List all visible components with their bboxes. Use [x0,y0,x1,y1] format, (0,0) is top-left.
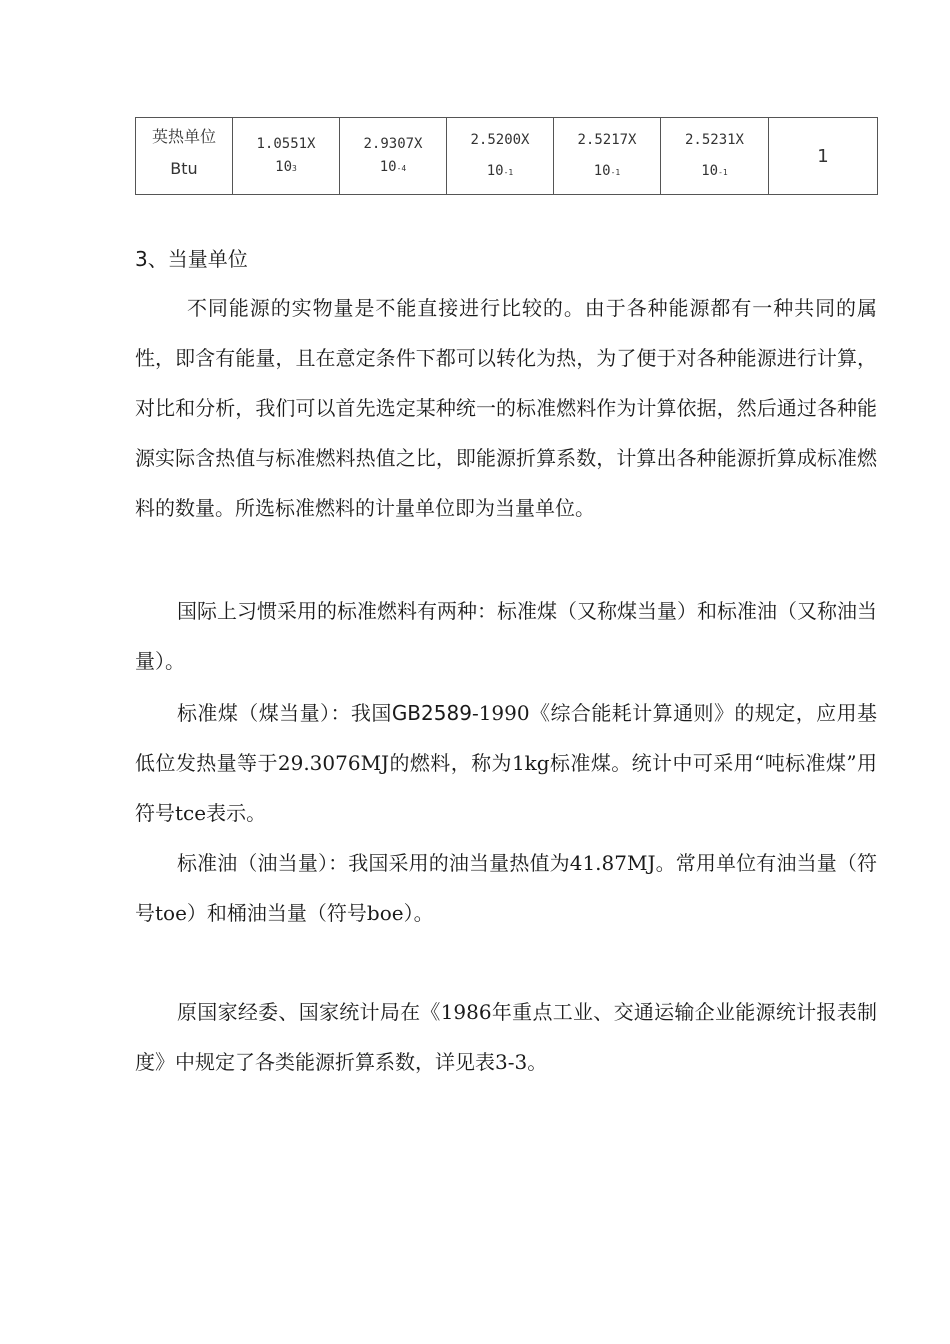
paragraph-5: 原国家经委、国家统计局在《1986年重点工业、交通运输企业能源统计报表制度》中规定了各类能源折算系数，详见表3-3。 [135,1000,877,1074]
power-exponent: -1 [610,168,621,177]
standard-code: GB2589 [391,701,472,725]
table-cell [233,118,340,195]
coefficient: 2.5231X [684,132,744,148]
coefficient: 2.5200X [470,132,530,148]
power-base: 10 [275,159,293,175]
paragraph-3-text-a: 标准煤（煤当量）：我国 [177,701,392,725]
unit-name-cell [136,118,233,195]
paragraph-4: 标准油（油当量）：我国采用的油当量热值为41.87MJ。常用单位有油当量（符号toe）和桶油当量（符号boe）。 [135,851,877,925]
coefficient: 2.9307X [363,136,423,152]
power-exponent: 3 [292,164,297,173]
power-of-ten [554,162,660,182]
power-base: 10 [593,163,611,179]
power-base: 10 [379,159,397,175]
power-base: 10 [701,163,719,179]
coefficient: 2.5217X [577,132,637,148]
paragraph-3-text-b: -1990《综合能耗计算通则》的规定，应用基低位发热量等于29.3076MJ的燃料，称为1kg标准煤。统计中可采用“吨标准煤”用符号tce表示。 [135,701,878,825]
table-cell [554,118,661,195]
table-row [136,118,878,195]
table-cell [340,118,447,195]
paragraph-1: 不同能源的实物量是不能直接进行比较的。由于各种能源都有一种共同的属性，即含有能量，且在意定条件下都可以转化为热，为了便于对各种能源进行计算，对比和分析，我们可以首先选定某种统一的标准燃料作为计算依据，然后通过各种能源实际含热值与标准燃料热值之比，即能源折算系数，计算出各种能源折算成标准燃料的数量。所选标准燃料的计量单位即为当量单位。 [135,296,877,520]
power-of-ten [661,162,768,182]
unit-name-symbol: Btu [170,159,198,178]
power-of-ten [233,158,339,178]
power-exponent: -1 [503,168,514,177]
table-cell [661,118,769,195]
table-cell-last: 1 [769,118,878,195]
section-heading: 3、当量单位 [135,247,248,271]
power-of-ten [340,158,446,178]
power-base: 10 [486,163,504,179]
unit-name-chinese: 英热单位 [151,127,216,146]
table-cell [447,118,554,195]
power-of-ten [447,162,553,182]
paragraph-2: 国际上习惯采用的标准燃料有两种：标准煤（又称煤当量）和标准油（又称油当量）。 [135,599,877,673]
coefficient: 1.0551X [256,136,316,152]
power-exponent: -4 [396,164,407,173]
power-exponent: -1 [718,168,728,177]
conversion-table [135,117,878,195]
paragraph-3 [135,688,877,838]
